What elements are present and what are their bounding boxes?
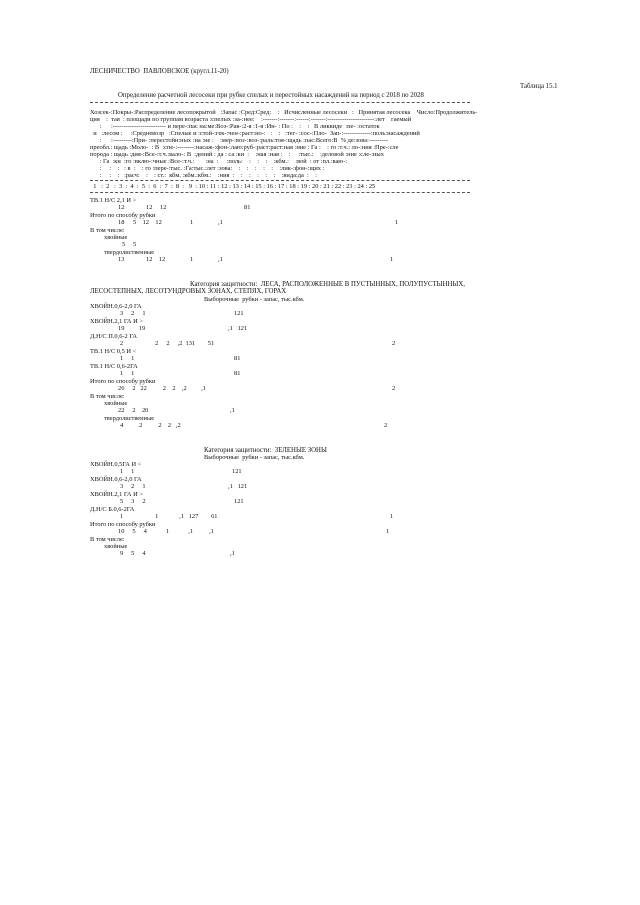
cell: 5	[133, 241, 137, 248]
cell: 10 5 4 1 ,1 ,1	[118, 528, 214, 535]
cell: 2	[392, 385, 396, 392]
row-label: хвойные	[104, 234, 128, 241]
separator-bottom	[90, 192, 470, 193]
cell: 2	[384, 422, 388, 429]
cell: 81	[234, 355, 241, 362]
cell: 3 2 1	[120, 483, 146, 490]
header-line: ция : тая : площади по группам возраста :спелых :за-:нее: :-------:-------:------:-------:----------------------:лет гаемый	[90, 116, 412, 123]
row-label: Д.Н/С П.0,6-2 ГА	[90, 333, 137, 340]
cell: 1 1	[120, 468, 135, 475]
row-label: Итого по способу рубки	[90, 521, 156, 528]
cell: 12	[146, 204, 153, 211]
cell: 19 19	[118, 325, 146, 332]
cell: 121	[232, 468, 242, 475]
row-label: хвойные	[104, 400, 128, 407]
header-line: : Га :ки :го :вклю-:чные :Все-:т.ч.: :на : :поль: : : : :кбм.: :вой : от :пл.:ваю-:	[90, 158, 347, 165]
category-heading: Категория защитности: ЗЕЛЕНЫЕ ЗОНЫ	[204, 447, 327, 454]
row-label: твердолиственные	[104, 249, 155, 256]
cell: 5 12 12	[133, 219, 162, 226]
header-line: и :лесом : :Средневозр :Спелые и :стой-:гек-:чен-:раст:но-: : : :тег- :сос-:Пло- Зап-:-------------:поль:насаждений	[90, 130, 420, 137]
cell: 3 2 1	[120, 310, 146, 317]
row-label: В том числе:	[90, 227, 125, 234]
cell: ,1	[230, 407, 235, 414]
row-label: хвойные	[104, 543, 128, 550]
row-label: ТВ.1 Н/С 0,6-2ГА	[90, 363, 138, 370]
cell: 121	[234, 498, 244, 505]
section-subtitle: Выборочные рубки - запас, тыс.кбм.	[204, 454, 305, 461]
cell: 18	[118, 219, 125, 226]
cell: 1	[190, 219, 194, 226]
row-label: Итого по способу рубки	[90, 212, 156, 219]
row-label: В том числе:	[90, 536, 125, 543]
row-label: Итого по способу рубки	[90, 378, 156, 385]
cell: 1	[190, 256, 194, 263]
cell: 9 5 4	[120, 550, 146, 557]
cell: 13	[118, 256, 125, 263]
row-label: ХВОЙН.2,1 ГА И >	[90, 318, 143, 325]
table-title: Определение расчетной лесосеки при рубке спелых и перестойных насаждений на период с 2018 по 2028	[118, 92, 424, 99]
row-label: В том числе:	[90, 393, 125, 400]
row-label: твердолиственные	[104, 415, 155, 422]
category-heading: ЛЕСОСТЕПНЫХ, ЛЕСОТУНДРОВЫХ ЗОНАХ, СТЕПЯХ, ГОРАХ	[90, 288, 287, 295]
cell: 81	[234, 370, 241, 377]
table-number: Таблица 15.1	[520, 83, 558, 90]
cell: 1 1	[120, 370, 135, 377]
cell: 1	[395, 219, 399, 226]
category-heading: Категория защитности: ЛЕСА, РАСПОЛОЖЕННЫЕ В ПУСТЫННЫХ, ПОЛУПУСТЫННЫХ,	[190, 281, 465, 288]
cell: ,1	[230, 550, 235, 557]
cell: ,1	[218, 219, 223, 226]
row-label: Д.Н/С Б.0,6-2ГА	[90, 506, 135, 513]
header-line: : : : :расч: : : ст.: кбм. :кбм.:кбм.: :ния : : : : : : :вида:да : :	[90, 172, 317, 179]
cell: 5 3 2	[120, 498, 146, 505]
cell: 12 12	[146, 256, 166, 263]
header-line: : :---------:При- :перестойн:ных :на :не : :мер-:воз-:воз-:раль:тоя-:щадь :пас:Всего:В % де:зова:---------	[90, 137, 388, 144]
cell: 1 1 ,1 127 61	[120, 513, 218, 520]
cell: 22 2 20	[118, 407, 149, 414]
cell: ,1 121	[228, 483, 248, 490]
separator-mid	[90, 180, 470, 181]
header-line: : : : : в : : го :пере-:тыс. :Га:тыс.:лет :зова: : : : : : :лик-:фон-:щих :	[90, 165, 325, 172]
cell: 26 2 22 2 2 ,2 ,1	[118, 385, 206, 392]
header-line: Хозсек-:Покры-:Распределение лесопокрытой :Запас :Сред:Сред: : Исчисленные лесосеки : Принятая лесосека Число:Продолжитель-	[90, 109, 478, 116]
header-line: : :------------------------- и пере-:пас на:ме:Воз-:Рав-:2-я :1-я :Ин- : По : : : В ликвиде :пе- :остаток	[90, 123, 380, 130]
cell: 4 2 2 2 ,2	[120, 422, 181, 429]
cell: 12	[118, 204, 125, 211]
cell: 81	[244, 204, 251, 211]
cell: 1	[386, 528, 390, 535]
row-label: ТВ.1 Н/С 2,1 И >	[90, 197, 137, 204]
header-line: порода : щадь :дия-:Все-:т.ч.:вало-: В :дений : да : са :ки : :ная :ная : : :тыс.: :деловой :ние :сле-:ных	[90, 151, 384, 158]
cell: 1	[390, 513, 394, 520]
row-label: ХВОЙН.0,5ГА И <	[90, 461, 142, 468]
cell: 12	[160, 204, 167, 211]
cell: 121	[234, 310, 244, 317]
column-numbers: 1 : 2 : 3 : 4 : 5 : 6 : 7 : 8 : 9 : 10 : 11 : 12 : 13 : 14 : 15 : 16 : 17 : 18 : 19 : 20 : 21 : 22 : 23 : 24 : 25	[90, 183, 376, 190]
section-subtitle: Выборочные рубки - запас, тыс.кбм.	[204, 296, 305, 303]
separator-top	[90, 102, 470, 103]
cell: 1 1	[120, 355, 135, 362]
row-label: ХВОЙН.0,6-2,0 ГА	[90, 476, 142, 483]
row-label: ХВОЙН.0,6-2,0 ГА	[90, 303, 142, 310]
cell: 5	[122, 241, 126, 248]
cell: 2	[392, 340, 396, 347]
cell: 1	[390, 256, 394, 263]
header-line: преобл.: щадь :Моло- : В :спе-:--------:насаж-:фон-:лаю:руб-:раст:раст:ная :ние : Га : : го :т.ч.: ло-:ния :Пре-:сле	[90, 144, 399, 151]
row-label: ХВОЙН.2,1 ГА И >	[90, 491, 143, 498]
cell: ,1	[218, 256, 223, 263]
forestry-header: ЛЕСНИЧЕСТВО ПАВЛОВСКОЕ (кругл.11-20)	[90, 68, 229, 75]
cell: 2 2 2 ,2 131 51	[120, 340, 215, 347]
cell: ,1 121	[228, 325, 248, 332]
row-label: ТВ.1 Н/С 0,5 И <	[90, 348, 137, 355]
